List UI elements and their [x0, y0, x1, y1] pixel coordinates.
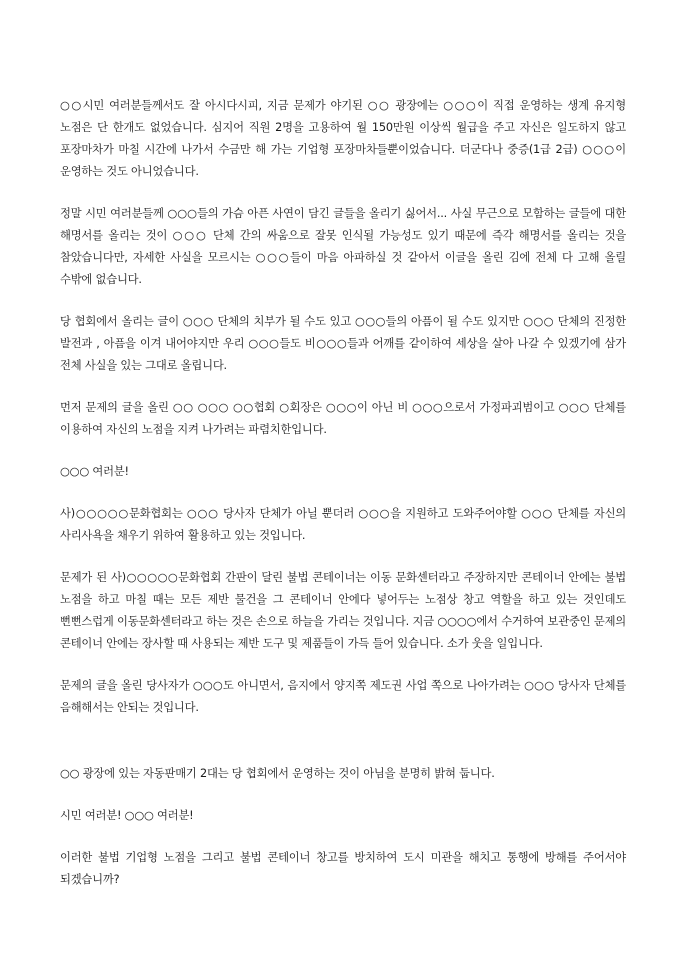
paragraph-6: 사)○○○○○문화협회는 ○○○ 당사자 단체가 아닐 뿐더러 ○○○을 지원하고 도와주어야할 ○○○ 단체를 자신의 사리사욕을 채우기 위하여 활용하고 있는 것입니다.	[60, 507, 626, 542]
paragraph-11: 이러한 불법 기업형 노점을 그리고 불법 콘테이너 창고를 방치하여 도시 미관을 해치고 통행에 방해를 주어서야 되겠습니까?	[60, 851, 626, 886]
paragraph-1: ○○시민 여러분들께서도 잘 아시다시피, 지금 문제가 야기된 ○○ 광장에는 ○○○이 직접 운영하는 생계 유지형 노점은 단 한개도 없었습니다. 심지어 직원 2명을 고용하여 월 150만원 이상씩 월급을 주고 자신은 일도하지 않고 포장마차가 마칠 시간에 나가서 수금만 해 가는 기업형 포장마차들뿐이었습니다. 더군다나 중증(1급 2급) ○○○이 운영하는 것도 아니었습니다.	[60, 99, 626, 178]
paragraph-4: 먼저 문제의 글을 올린 ○○ ○○○ ○○협회 ○회장은 ○○○이 아닌 비 ○○○으로서 가정파괴범이고 ○○○ 단체를 이용하여 자신의 노점을 지켜 나가려는 파렴치한입니다.	[60, 401, 626, 436]
paragraph-8: 문제의 글을 올린 당사자가 ○○○도 아니면서, 음지에서 양지쪽 제도권 사업 쪽으로 나아가려는 ○○○ 당사자 단체를 음해해서는 안되는 것입니다.	[60, 679, 626, 714]
paragraph-7: 문제가 된 사)○○○○○문화협회 간판이 달린 불법 콘테이너는 이동 문화센터라고 주장하지만 콘테이너 안에는 불법 노점을 하고 마칠 때는 모든 제반 물건을 그 콘테이너 안에다 넣어두는 노점상 창고 역할을 하고 있는 것인데도 뻔뻔스럽게 이동문화센터라고 하는 것은 손으로 하늘을 가리는 것입니다. 지금 ○○○○에서 수거하여 보관중인 문제의 콘테이너 안에는 장사할 때 사용되는 제반 도구 및 제품들이 가득 들어 있습니다. 소가 웃을 일입니다.	[60, 571, 626, 650]
paragraph-10: 시민 여러분! ○○○ 여러분!	[60, 809, 194, 822]
paragraph-5: ○○○ 여러분!	[60, 465, 129, 478]
paragraph-3: 당 협회에서 올리는 글이 ○○○ 단체의 치부가 될 수도 있고 ○○○들의 아픔이 될 수도 있지만 ○○○ 단체의 진정한 발전과 , 아픔을 이겨 내어야지만 우리 ○○○들도 비○○○들과 어깨를 같이하여 세상을 살아 나갈 수 있겠기에 삼가 전체 사실을 있는 그대로 올립니다.	[60, 315, 626, 372]
blank-line	[60, 739, 626, 763]
document-body	[60, 95, 626, 911]
paragraph-9: ○○ 광장에 있는 자동판매기 2대는 당 협회에서 운영하는 것이 아님을 분명히 밝혀 둡니다.	[60, 767, 495, 780]
paragraph-2: 정말 시민 여러분들께 ○○○들의 가슴 아픈 사연이 담긴 글들을 올리기 싫어서... 사실 무근으로 모함하는 글들에 대한 해명서를 올리는 것이 ○○○ 단체 간의 싸움으로 잘못 인식될 가능성도 있기 때문에 즉각 해명서를 올리는 것을 참았습니다만, 자세한 사실을 모르시는 ○○○들이 마음 아파하실 것 같아서 이글을 올린 김에 전체 다 고해 올릴 수밖에 없습니다.	[60, 207, 626, 286]
